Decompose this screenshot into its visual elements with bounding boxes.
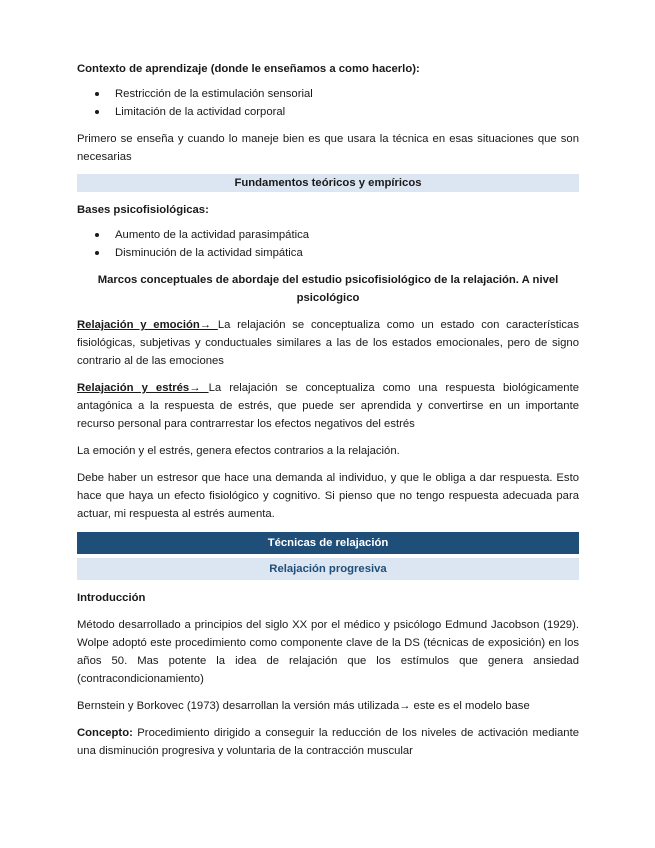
tecnicas-band: Técnicas de relajación — [77, 532, 579, 554]
relajacion-emocion-paragraph: Relajación y emoción→ La relajación se conceptualiza como un estado con características fisiológicas, subjetivas y conductuales similares a las de los estados emocionales, pero de signo contrario al de las emociones — [77, 319, 579, 367]
bases-heading: Bases psicofisiológicas: — [77, 204, 209, 216]
introduccion-paragraph: Método desarrollado a principios del siglo XX por el médico y psicólogo Edmund Jacobson (1929). Wolpe adoptó este procedimiento como componente clave de la DS (técnicas de exposición) en los años 50. Mas potente la idea de relajación que los estímulos que genera ansiedad (contracondicionamiento) — [77, 619, 579, 685]
list-item: Restricción de la estimulación sensorial — [77, 85, 579, 103]
list-item: Disminución de la actividad simpática — [77, 244, 579, 262]
list-item: Limitación de la actividad corporal — [77, 103, 579, 121]
bullet-icon — [95, 110, 99, 114]
bullet-icon — [95, 92, 99, 96]
estresor-paragraph: Debe haber un estresor que hace una demanda al individuo, y que le obliga a dar respuesta. Esto hace que haya un efecto fisiológico y cognitivo. Si pienso que no tengo respuesta adecuada para actuar, mi respuesta al estrés aumenta. — [77, 472, 579, 520]
relajacion-progresiva-band: Relajación progresiva — [77, 558, 579, 580]
contexto-heading: Contexto de aprendizaje (donde le enseñamos a como hacerlo): — [77, 63, 420, 75]
concepto-label: Concepto: — [77, 727, 133, 739]
bernstein-paragraph: Bernstein y Borkovec (1973) desarrollan la versión más utilizada→ este es el modelo base — [77, 700, 530, 712]
relajacion-estres-paragraph: Relajación y estrés→ La relajación se conceptualiza como una respuesta biológicamente antagónica a la respuesta de estrés, que puede ser aprendida y convertirse en un importante recurso personal para contrarrestar los efectos negativos del estrés — [77, 382, 579, 430]
contexto-paragraph: Primero se enseña y cuando lo maneje bien es que usara la técnica en esas situaciones que son necesarias — [77, 133, 579, 163]
relajacion-emocion-term: Relajación y emoción→ — [77, 319, 218, 331]
list-item: Aumento de la actividad parasimpática — [77, 226, 579, 244]
emocion-paragraph: La emoción y el estrés, genera efectos contrarios a la relajación. — [77, 445, 400, 457]
marcos-heading: Marcos conceptuales de abordaje del estudio psicofisiológico de la relajación. A nivel psicológico — [97, 274, 559, 304]
concepto-paragraph: Concepto: Procedimiento dirigido a conseguir la reducción de los niveles de activación mediante una disminución progresiva y voluntaria de la contracción muscular — [77, 727, 579, 757]
fundamentos-band: Fundamentos teóricos y empíricos — [77, 174, 579, 192]
contexto-list — [77, 85, 579, 121]
introduccion-heading: Introducción — [77, 592, 146, 604]
relajacion-estres-term: Relajación y estrés→ — [77, 382, 209, 394]
bullet-icon — [95, 251, 99, 255]
bases-list — [77, 226, 579, 262]
bullet-icon — [95, 233, 99, 237]
